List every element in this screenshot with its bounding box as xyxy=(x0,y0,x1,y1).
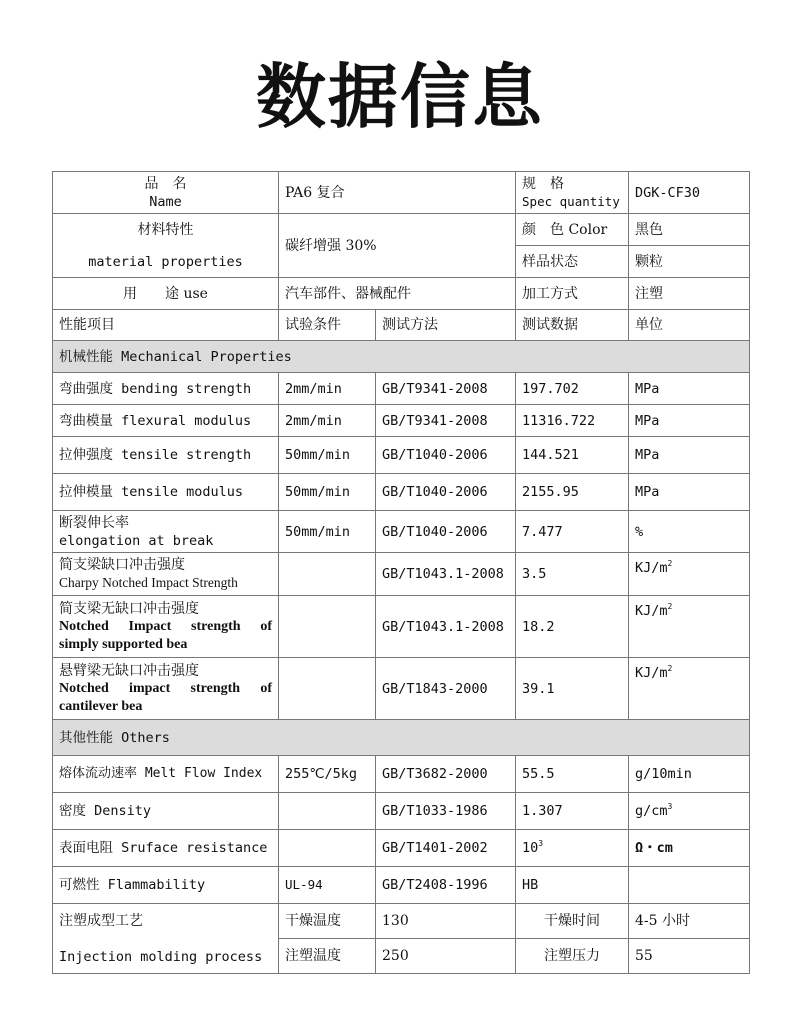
section-row xyxy=(53,720,750,756)
name-label-cell xyxy=(53,172,279,214)
item-en-line2: simply supported bea xyxy=(59,636,188,652)
column-header: 测试数据 xyxy=(516,310,629,341)
process-label-cell xyxy=(53,904,279,974)
value-cell: 7.477 xyxy=(516,511,629,553)
item-cell xyxy=(53,553,279,596)
spec-value: DGK-CF30 xyxy=(629,172,750,214)
page-title: 数据信息 xyxy=(256,56,544,138)
table-row xyxy=(53,373,750,405)
condition-cell: 255℃/5kg xyxy=(279,756,376,793)
use-label: 用 途 use xyxy=(53,278,279,310)
item-en-line1: Notched Impact strength of xyxy=(59,618,272,634)
item-cn: 简支梁无缺口冲击强度 xyxy=(59,600,199,617)
inj-pressure-label: 注塑压力 xyxy=(516,939,629,974)
method-cell: GB/T3682-2000 xyxy=(376,756,516,793)
table-row xyxy=(53,867,750,904)
unit-cell: MPa xyxy=(629,405,750,437)
value-cell: 197.702 xyxy=(516,373,629,405)
unit-superscript: 2 xyxy=(667,664,673,673)
value-text: 10 xyxy=(522,840,539,856)
item-cell xyxy=(53,596,279,658)
unit-cell: MPa xyxy=(629,437,750,474)
item-cn: 悬臂梁无缺口冲击强度 xyxy=(59,662,199,679)
value-cell: 144.521 xyxy=(516,437,629,474)
item-en-line2: cantilever bea xyxy=(59,698,143,714)
item-cn: 断裂伸长率 xyxy=(59,514,129,531)
table-row xyxy=(53,474,750,511)
condition-cell: 2mm/min xyxy=(279,405,376,437)
dry-time-value: 4-5 小时 xyxy=(629,904,750,939)
method-cell: GB/T1040-2006 xyxy=(376,437,516,474)
use-row xyxy=(53,278,750,310)
item-en-line1: Notched impact strength of xyxy=(59,680,272,696)
table-row xyxy=(53,437,750,474)
spec-label-cell xyxy=(516,172,629,214)
material-label-cn: 材料特性 xyxy=(137,221,194,238)
column-header: 性能项目 xyxy=(53,310,279,341)
column-header-row xyxy=(53,310,750,341)
unit-superscript: 2 xyxy=(667,559,673,568)
unit-text: KJ/m xyxy=(635,665,668,681)
color-label: 颜 色 Color xyxy=(516,214,629,246)
item-cn: 简支梁缺口冲击强度 xyxy=(59,557,185,573)
table-row xyxy=(53,793,750,830)
item-cell: 可燃性 Flammability xyxy=(53,867,279,904)
condition-cell xyxy=(279,830,376,867)
item-en: Charpy Notched Impact Strength xyxy=(59,575,238,590)
method-cell: GB/T2408-1996 xyxy=(376,867,516,904)
unit-text: g/cm xyxy=(635,803,668,819)
unit-cell xyxy=(629,596,750,658)
value-cell: 1.307 xyxy=(516,793,629,830)
process-row xyxy=(53,904,750,939)
unit-cell: % xyxy=(629,511,750,553)
unit-text: KJ/m xyxy=(635,560,668,576)
item-cell xyxy=(53,658,279,720)
unit-cell xyxy=(629,867,750,904)
unit-cell: g/10min xyxy=(629,756,750,793)
table-row xyxy=(53,830,750,867)
dry-temp-label: 干燥温度 xyxy=(279,904,376,939)
column-header: 试验条件 xyxy=(279,310,376,341)
condition-cell xyxy=(279,793,376,830)
value-cell: HB xyxy=(516,867,629,904)
inj-pressure-value: 55 xyxy=(629,939,750,974)
unit-superscript: 2 xyxy=(667,602,673,611)
value-cell: 39.1 xyxy=(516,658,629,720)
name-row xyxy=(53,172,750,214)
unit-cell: MPa xyxy=(629,373,750,405)
item-en: elongation at break xyxy=(59,532,214,549)
unit-cell xyxy=(629,553,750,596)
section-others: 其他性能 Others xyxy=(53,720,750,756)
value-cell xyxy=(516,830,629,867)
method-cell: GB/T1040-2006 xyxy=(376,511,516,553)
sample-value: 颗粒 xyxy=(629,246,750,278)
value-cell: 55.5 xyxy=(516,756,629,793)
method-cell: GB/T1401-2002 xyxy=(376,830,516,867)
name-label-en: Name xyxy=(149,193,182,210)
condition-cell xyxy=(279,553,376,596)
item-cell: 弯曲模量 flexural modulus xyxy=(53,405,279,437)
unit-cell xyxy=(629,658,750,720)
spec-label-cn: 规 格 xyxy=(522,175,565,192)
method-cell: GB/T1040-2006 xyxy=(376,474,516,511)
section-row xyxy=(53,341,750,373)
dry-temp-value: 130 xyxy=(376,904,516,939)
spec-label-en: Spec quantity xyxy=(522,193,620,209)
method-cell: GB/T1043.1-2008 xyxy=(376,596,516,658)
inj-temp-value: 250 xyxy=(376,939,516,974)
section-mechanical: 机械性能 Mechanical Properties xyxy=(53,341,750,373)
process-label: 加工方式 xyxy=(516,278,629,310)
unit-text: KJ/m xyxy=(635,603,668,619)
condition-cell xyxy=(279,658,376,720)
value-cell: 2155.95 xyxy=(516,474,629,511)
item-cell: 拉伸强度 tensile strength xyxy=(53,437,279,474)
method-cell: GB/T9341-2008 xyxy=(376,373,516,405)
table-row xyxy=(53,553,750,596)
item-cell: 表面电阻 Sruface resistance xyxy=(53,830,279,867)
material-label-cell xyxy=(53,214,279,278)
unit-superscript: 3 xyxy=(667,802,673,811)
value-cell: 18.2 xyxy=(516,596,629,658)
spec-table xyxy=(52,171,750,974)
item-cell: 弯曲强度 bending strength xyxy=(53,373,279,405)
color-value: 黑色 xyxy=(629,214,750,246)
condition-cell: 2mm/min xyxy=(279,373,376,405)
unit-cell xyxy=(629,793,750,830)
item-cell: 熔体流动速率 Melt Flow Index xyxy=(53,756,279,793)
unit-cell: MPa xyxy=(629,474,750,511)
column-header: 单位 xyxy=(629,310,750,341)
method-cell: GB/T1843-2000 xyxy=(376,658,516,720)
unit-cell: Ω・cm xyxy=(629,830,750,867)
use-value: 汽车部件、器械配件 xyxy=(279,278,516,310)
dry-time-label: 干燥时间 xyxy=(516,904,629,939)
method-cell: GB/T1033-1986 xyxy=(376,793,516,830)
column-header: 测试方法 xyxy=(376,310,516,341)
material-row xyxy=(53,214,750,246)
condition-cell: 50mm/min xyxy=(279,437,376,474)
item-cell: 密度 Density xyxy=(53,793,279,830)
table-row xyxy=(53,596,750,658)
condition-cell: 50mm/min xyxy=(279,474,376,511)
name-value: PA6 复合 xyxy=(279,172,516,214)
inj-temp-label: 注塑温度 xyxy=(279,939,376,974)
sample-label: 样品状态 xyxy=(516,246,629,278)
table-row xyxy=(53,658,750,720)
table-row xyxy=(53,511,750,553)
condition-cell: UL-94 xyxy=(279,867,376,904)
name-label-cn: 品 名 xyxy=(144,175,187,192)
process-label-en: Injection molding process xyxy=(59,948,263,965)
value-cell: 3.5 xyxy=(516,553,629,596)
value-superscript: 3 xyxy=(538,839,544,848)
material-label-en: material properties xyxy=(88,253,243,270)
table-row xyxy=(53,756,750,793)
condition-cell: 50mm/min xyxy=(279,511,376,553)
item-cell xyxy=(53,511,279,553)
method-cell: GB/T9341-2008 xyxy=(376,405,516,437)
condition-cell xyxy=(279,596,376,658)
item-cell: 拉伸模量 tensile modulus xyxy=(53,474,279,511)
process-value: 注塑 xyxy=(629,278,750,310)
process-label-cn: 注塑成型工艺 xyxy=(59,912,143,929)
method-cell: GB/T1043.1-2008 xyxy=(376,553,516,596)
value-cell: 11316.722 xyxy=(516,405,629,437)
material-value: 碳纤增强 30% xyxy=(279,214,516,278)
table-row xyxy=(53,405,750,437)
